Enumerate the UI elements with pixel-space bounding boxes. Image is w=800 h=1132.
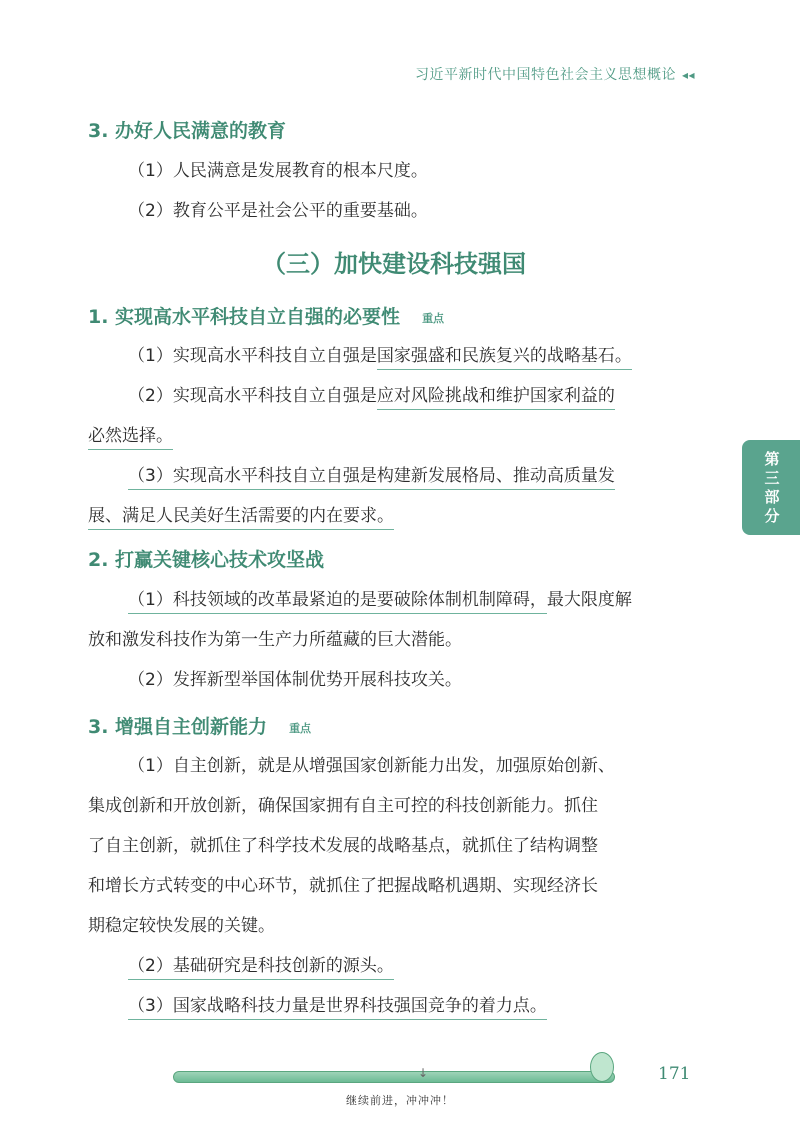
progress-bar-decoration	[173, 1071, 615, 1083]
list-item: （2）发挥新型举国体制优势开展科技攻关。	[128, 670, 462, 690]
underlined-text: （3）实现高水平科技自立自强是构建新发展格局、推动高质量发	[128, 466, 615, 490]
section-heading-necessity	[88, 302, 444, 329]
paragraph	[88, 151, 740, 191]
underlined-text: 展、满足人民美好生活需要的内在要求。	[88, 506, 394, 530]
paragraph	[88, 336, 740, 376]
page-number: 171	[658, 1064, 691, 1084]
paragraph	[88, 191, 740, 231]
paragraph	[88, 946, 740, 986]
list-item-continuation: 和增长方式转变的中心环节，就抓住了把握战略机遇期、实现经济长	[88, 876, 598, 896]
bar-cap-decoration	[590, 1052, 614, 1082]
text-span: （1）实现高水平科技自立自强是	[128, 346, 377, 366]
section-heading-text: 3. 增强自主创新能力	[88, 716, 268, 738]
paragraph	[88, 746, 700, 946]
list-item	[128, 946, 740, 986]
list-item-continuation: 期稳定较快发展的关键。	[88, 916, 275, 936]
footer-slogan: 继续前进，冲冲冲！	[346, 1094, 454, 1107]
section-heading-text: 1. 实现高水平科技自立自强的必要性	[88, 306, 401, 328]
list-item	[128, 986, 740, 1026]
underlined-text: （2）基础研究是科技创新的源头。	[128, 956, 394, 980]
list-item-continuation: 了自主创新，就抓住了科学技术发展的战略基点，就抓住了结构调整	[88, 836, 598, 856]
list-item	[88, 456, 700, 496]
section-heading-innovation	[88, 712, 311, 739]
list-item	[88, 376, 700, 416]
text-span: 最大限度解	[546, 590, 632, 610]
section-heading-education: 3. 办好人民满意的教育	[88, 120, 287, 142]
underlined-text: 必然选择。	[88, 426, 173, 450]
list-item-continuation: 集成创新和开放创新，确保国家拥有自主可控的科技创新能力。抓住	[88, 796, 598, 816]
underlined-text: 应对风险挑战和维护国家利益的	[377, 386, 615, 410]
paragraph	[88, 660, 740, 700]
running-header	[415, 64, 695, 84]
list-item: （2）教育公平是社会公平的重要基础。	[128, 201, 428, 221]
underlined-text: 国家强盛和民族复兴的战略基石。	[377, 346, 632, 370]
part-heading: （三）加快建设科技强国	[262, 250, 526, 278]
paragraph	[88, 456, 700, 536]
list-item	[128, 336, 740, 376]
list-item-continuation	[88, 416, 700, 456]
underlined-text: （3）国家战略科技力量是世界科技强国竞争的着力点。	[128, 996, 547, 1020]
underlined-text: （1）科技领域的改革最紧迫的是要破除体制机制障碍，	[128, 590, 547, 614]
part-side-tab	[742, 440, 800, 535]
paragraph	[88, 986, 740, 1026]
running-header-title: 习近平新时代中国特色社会主义思想概论	[414, 67, 676, 83]
list-item: （1）自主创新，就是从增强国家创新能力出发，加强原始创新、	[128, 756, 615, 776]
paragraph	[88, 580, 700, 660]
list-item: （1）人民满意是发展教育的根本尺度。	[128, 161, 428, 181]
list-item	[88, 580, 700, 620]
section-heading-core-tech: 2. 打赢关键核心技术攻坚战	[88, 549, 325, 571]
list-item-continuation	[88, 496, 700, 536]
text-span: （2）实现高水平科技自立自强是	[128, 386, 377, 406]
double-arrow-icon: ◂◂	[681, 68, 695, 82]
key-point-badge: 重点	[422, 311, 445, 325]
paragraph	[88, 376, 700, 456]
list-item-continuation: 放和激发科技作为第一生产力所蕴藏的巨大潜能。	[88, 630, 462, 650]
key-point-badge: 重点	[289, 721, 312, 735]
side-tab-label: 第三部分	[764, 450, 780, 525]
arrow-down-icon: ↓	[418, 1066, 429, 1080]
